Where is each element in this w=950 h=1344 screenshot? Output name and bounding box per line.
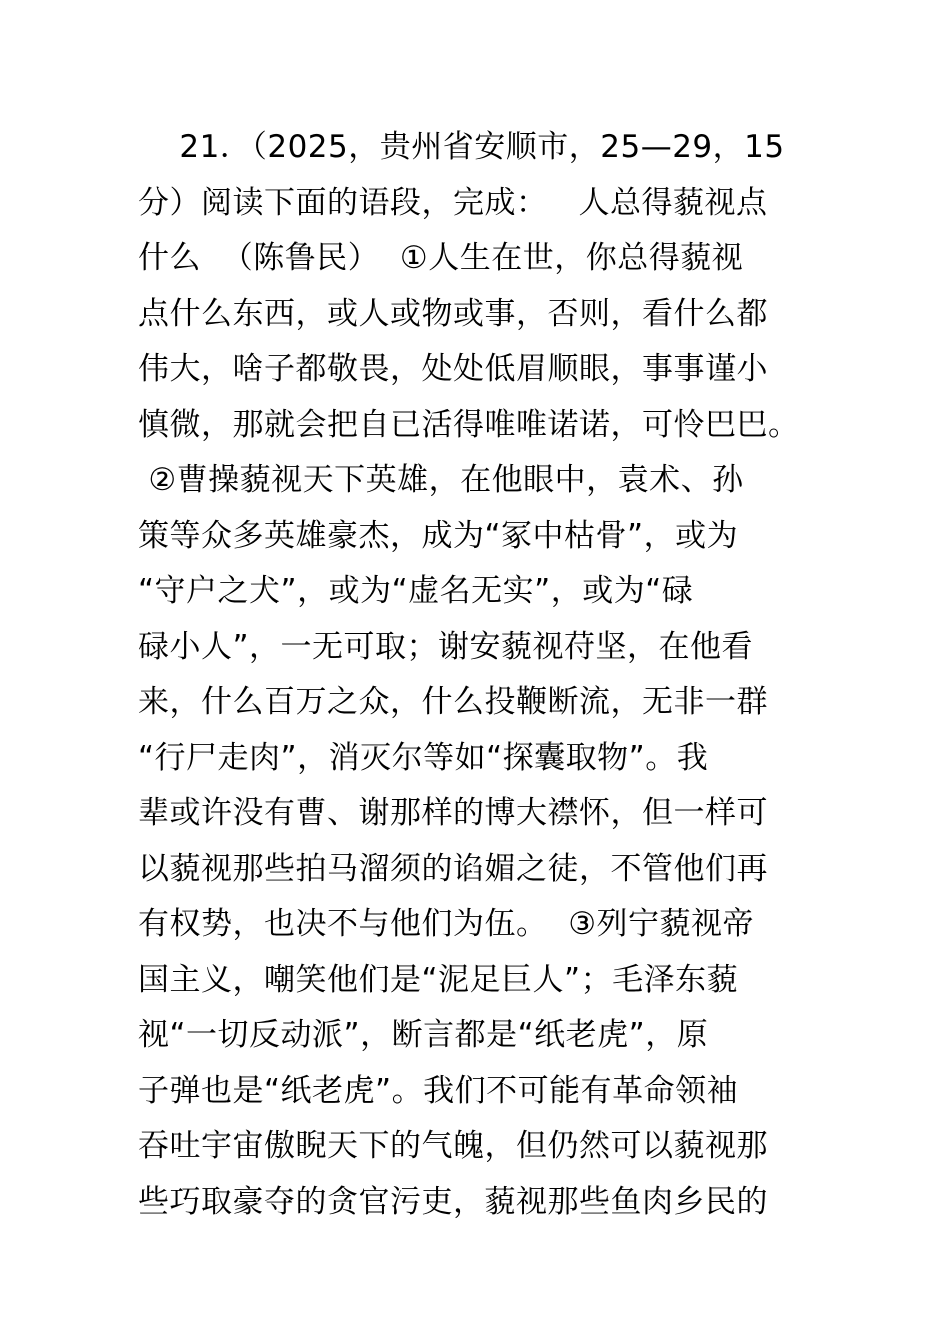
text-line: 吞吐宇宙傲睨天下的气魄，但仍然可以藐视那: [138, 1128, 768, 1164]
text-line: 些巧取豪夺的贪官污吏，藐视那些鱼肉乡民的: [138, 1183, 768, 1220]
text-line: 21．（2025，贵州省安顺市，25—29，15: [138, 129, 785, 165]
text-line: 碌小人”，一无可取；谢安藐视苻坚，在他看: [138, 628, 754, 665]
text-line: 慎微，那就会把自已活得唯唯诺诺，可怜巴巴。: [138, 406, 800, 443]
text-line: 策等众多英雄豪杰，成为“冢中枯骨”，或为: [138, 517, 739, 554]
text-line: 视“一切反动派”，断言都是“纸老虎”，原: [138, 1017, 709, 1053]
text-line: 分）阅读下面的语段，完成： 人总得藐视点: [138, 184, 768, 221]
text-line: 子弹也是“纸老虎”。我们不可能有革命领袖: [138, 1072, 739, 1109]
text-line: 辈或许没有曹、谢那样的博大襟怀，但一样可: [138, 795, 768, 831]
text-line: “行尸走肉”，消灭尔等如“探囊取物”。我: [138, 739, 709, 776]
text-line: ②曹操藐视天下英雄，在他眼中，袁术、孙: [138, 462, 744, 498]
text-line: 有权势，也决不与他们为伍。 ③列宁藐视帝: [138, 906, 754, 942]
text-line: 伟大，啥子都敬畏，处处低眉顺眼，事事谨小: [138, 351, 768, 387]
text-line: 国主义，嘲笑他们是“泥足巨人”；毛泽东藐: [138, 961, 739, 998]
text-line: “守户之犬”，或为“虚名无实”，或为“碌: [138, 573, 694, 609]
text-line: 什么 （陈鲁民） ①人生在世，你总得藐视: [138, 240, 744, 276]
text-line: 点什么东西，或人或物或事，否则，看什么都: [138, 295, 768, 332]
text-line: 以藐视那些拍马溜须的谄媚之徒，不管他们再: [138, 850, 768, 887]
passage-text: [138, 120, 838, 1230]
text-line: 来，什么百万之众，什么投鞭断流，无非一群: [138, 684, 768, 720]
